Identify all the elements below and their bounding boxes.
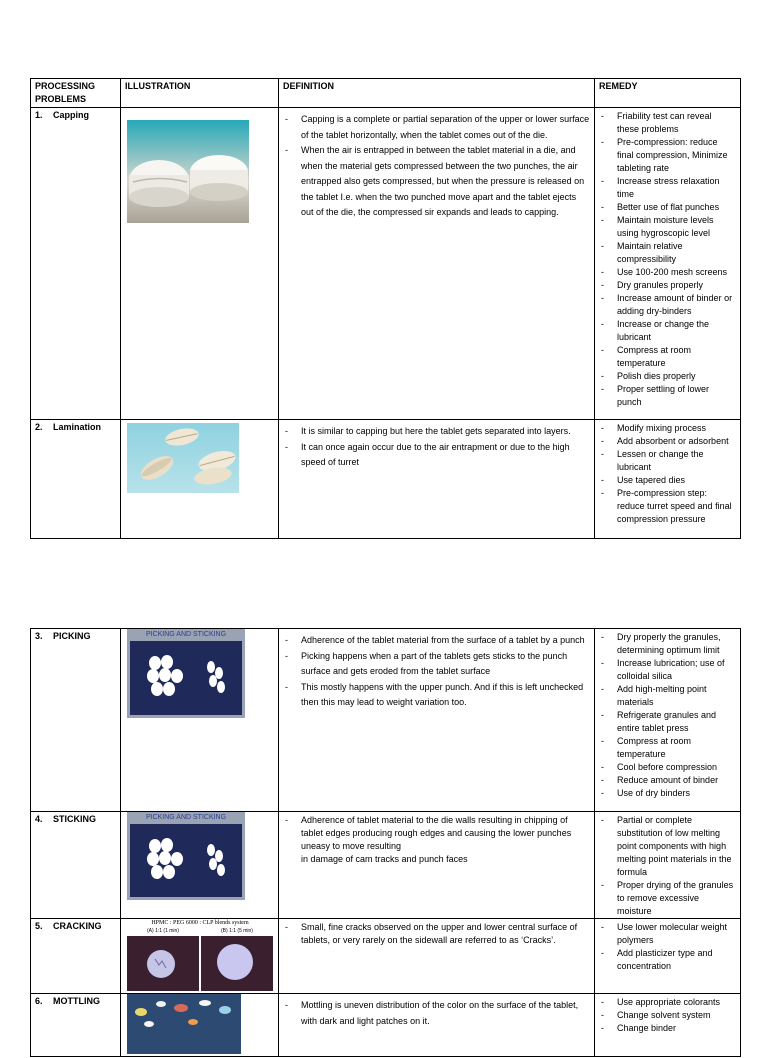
- problem-cell: 1. Capping: [31, 108, 121, 420]
- picking-sticking-photo: [127, 629, 245, 718]
- remedy-item: - Use lower molecular weight polymers: [599, 921, 736, 947]
- processing-problems-table-1: [30, 78, 741, 539]
- remedy-item: - Increase or change the lubricant: [599, 318, 736, 344]
- definition-item: - This mostly happens with the upper punch. And if this is left unchecked then this may lead to weight variation too.: [283, 680, 590, 711]
- definition-item: - Picking happens when a part of the tablets gets sticks to the punch surface and gets eroded from the tablet surface: [283, 649, 590, 680]
- table-row-lamination: [31, 420, 741, 539]
- remedy-item: - Increase amount of binder or adding dry-binders: [599, 292, 736, 318]
- remedy-item: - Reduce amount of binder: [599, 774, 736, 787]
- illustration-cell: [121, 108, 279, 420]
- illustration-cell: [121, 420, 279, 539]
- remedy-item: - Compress at room temperature: [599, 735, 736, 761]
- picking-sticking-photo: [127, 812, 245, 900]
- remedy-item: - Modify mixing process: [599, 422, 736, 435]
- mottling-tablet-photo: [127, 994, 241, 1054]
- remedy-item: - Proper drying of the granules to remove excessive moisture: [599, 879, 736, 918]
- table-row-sticking: [31, 812, 741, 919]
- problem-cell: 4. STICKING: [31, 812, 121, 919]
- illustration-cell: [121, 629, 279, 812]
- cracking-tablet-photo: [127, 919, 273, 991]
- remedy-item: - Proper settling of lower punch: [599, 383, 736, 409]
- definition-item: - Capping is a complete or partial separation of the upper or lower surface of the tablet horizontally, when the tablet comes out of the die.: [283, 112, 590, 143]
- definition-cell: [279, 420, 595, 539]
- illustration-cell: [121, 994, 279, 1057]
- remedy-item: - Add high-melting point materials: [599, 683, 736, 709]
- remedy-cell: [595, 994, 741, 1057]
- remedy-item: - Friability test can reveal these problems: [599, 110, 736, 136]
- problem-name: Capping: [53, 110, 89, 120]
- problem-cell: 6. MOTTLING: [31, 994, 121, 1057]
- problem-name: CRACKING: [53, 921, 102, 931]
- header-illustration: ILLUSTRATION: [121, 79, 279, 108]
- remedy-item: - Use tapered dies: [599, 474, 736, 487]
- remedy-cell: [595, 629, 741, 812]
- remedy-cell: [595, 108, 741, 420]
- image-sub-left: (A) 1:1 (1 min): [147, 928, 179, 934]
- processing-problems-table-2: [30, 628, 741, 1057]
- remedy-item: - Add plasticizer type and concentration: [599, 947, 736, 973]
- remedy-item: - Pre-compression step: reduce turret speed and final compression pressure: [599, 487, 736, 526]
- illustration-cell: [121, 919, 279, 994]
- definition-cell: [279, 994, 595, 1057]
- lamination-tablet-photo: [127, 423, 239, 493]
- illustration-cell: [121, 812, 279, 919]
- remedy-item: - Use of dry binders: [599, 787, 736, 800]
- remedy-item: - Compress at room temperature: [599, 344, 736, 370]
- remedy-cell: [595, 812, 741, 919]
- remedy-item: - Dry granules properly: [599, 279, 736, 292]
- remedy-item: - Use 100-200 mesh screens: [599, 266, 736, 279]
- header-remedy: REMEDY: [595, 79, 741, 108]
- remedy-item: - Use appropriate colorants: [599, 996, 736, 1009]
- remedy-cell: [595, 420, 741, 539]
- remedy-item: - Increase stress relaxation time: [599, 175, 736, 201]
- definition-cell: [279, 108, 595, 420]
- problem-name: STICKING: [53, 814, 97, 824]
- remedy-item: - Change solvent system: [599, 1009, 736, 1022]
- definition-item: - Adherence of the tablet material from the surface of a tablet by a punch: [283, 633, 590, 649]
- image-sub-right: (B) 1:1 (5 min): [221, 928, 253, 934]
- remedy-item: - Change binder: [599, 1022, 736, 1035]
- header-definition: DEFINITION: [279, 79, 595, 108]
- remedy-item: - Cool before compression: [599, 761, 736, 774]
- remedy-cell: [595, 919, 741, 994]
- table-header-row: [31, 79, 741, 108]
- remedy-item: - Increase lubrication; use of colloidal silica: [599, 657, 736, 683]
- definition-item: - It can once again occur due to the air entrapment or due to the high speed of turret: [283, 440, 590, 471]
- problem-name: MOTTLING: [53, 996, 100, 1006]
- definition-cell: [279, 629, 595, 812]
- table-row-mottling: [31, 994, 741, 1057]
- image-caption: HPMC : PEG 6000 : CLP blends system: [151, 920, 249, 926]
- problem-name: PICKING: [53, 631, 91, 641]
- capping-tablet-photo: [127, 120, 249, 223]
- remedy-item: - Polish dies properly: [599, 370, 736, 383]
- problem-name: Lamination: [53, 422, 102, 432]
- remedy-item: - Refrigerate granules and entire tablet press: [599, 709, 736, 735]
- remedy-item: - Better use of flat punches: [599, 201, 736, 214]
- header-problems: PROCESSING PROBLEMS: [31, 79, 121, 108]
- remedy-item: - Dry properly the granules, determining optimum limit: [599, 631, 736, 657]
- table-row-capping: [31, 108, 741, 420]
- definition-item: - It is similar to capping but here the tablet gets separated into layers.: [283, 424, 590, 440]
- definition-item: - Small, fine cracks observed on the upper and lower central surface of tablets, or very rarely on the sidewall are referred to as ‘Cracks’.: [283, 921, 590, 947]
- definition-item: - When the air is entrapped in between the tablet material in a die, and when the material gets compressed between the two punches, the air entrapped also gets compressed, but when the pressure is released on the tablet I.e. when the two punched move apart and the tablet ejects out of the die, the compressed sir expands and leads to capping.: [283, 143, 590, 221]
- definition-cell: [279, 919, 595, 994]
- remedy-item: - Partial or complete substitution of low melting point components with high melting point materials in the formula: [599, 814, 736, 879]
- table-row-cracking: [31, 919, 741, 994]
- problem-cell: 3. PICKING: [31, 629, 121, 812]
- definition-item: - Mottling is uneven distribution of the color on the surface of the tablet, with dark and light patches on it.: [283, 998, 590, 1029]
- image-caption: PICKING AND STICKING: [145, 814, 227, 821]
- table-row-picking: [31, 629, 741, 812]
- problem-cell: 5. CRACKING: [31, 919, 121, 994]
- image-caption: PICKING AND STICKING: [145, 631, 227, 638]
- remedy-item: - Maintain relative compressibility: [599, 240, 736, 266]
- remedy-item: - Add absorbent or adsorbent: [599, 435, 736, 448]
- remedy-item: - Lessen or change the lubricant: [599, 448, 736, 474]
- definition-item: - Adherence of tablet material to the die walls resulting in chipping of tablet edges producing rough edges and causing the lower punches uneasy to move resulting in damage of cam tracks and punch faces: [283, 814, 590, 866]
- remedy-item: - Maintain moisture levels using hygroscopic level: [599, 214, 736, 240]
- definition-cell: [279, 812, 595, 919]
- remedy-item: - Pre-compression: reduce final compression, Minimize tableting rate: [599, 136, 736, 175]
- problem-cell: 2. Lamination: [31, 420, 121, 539]
